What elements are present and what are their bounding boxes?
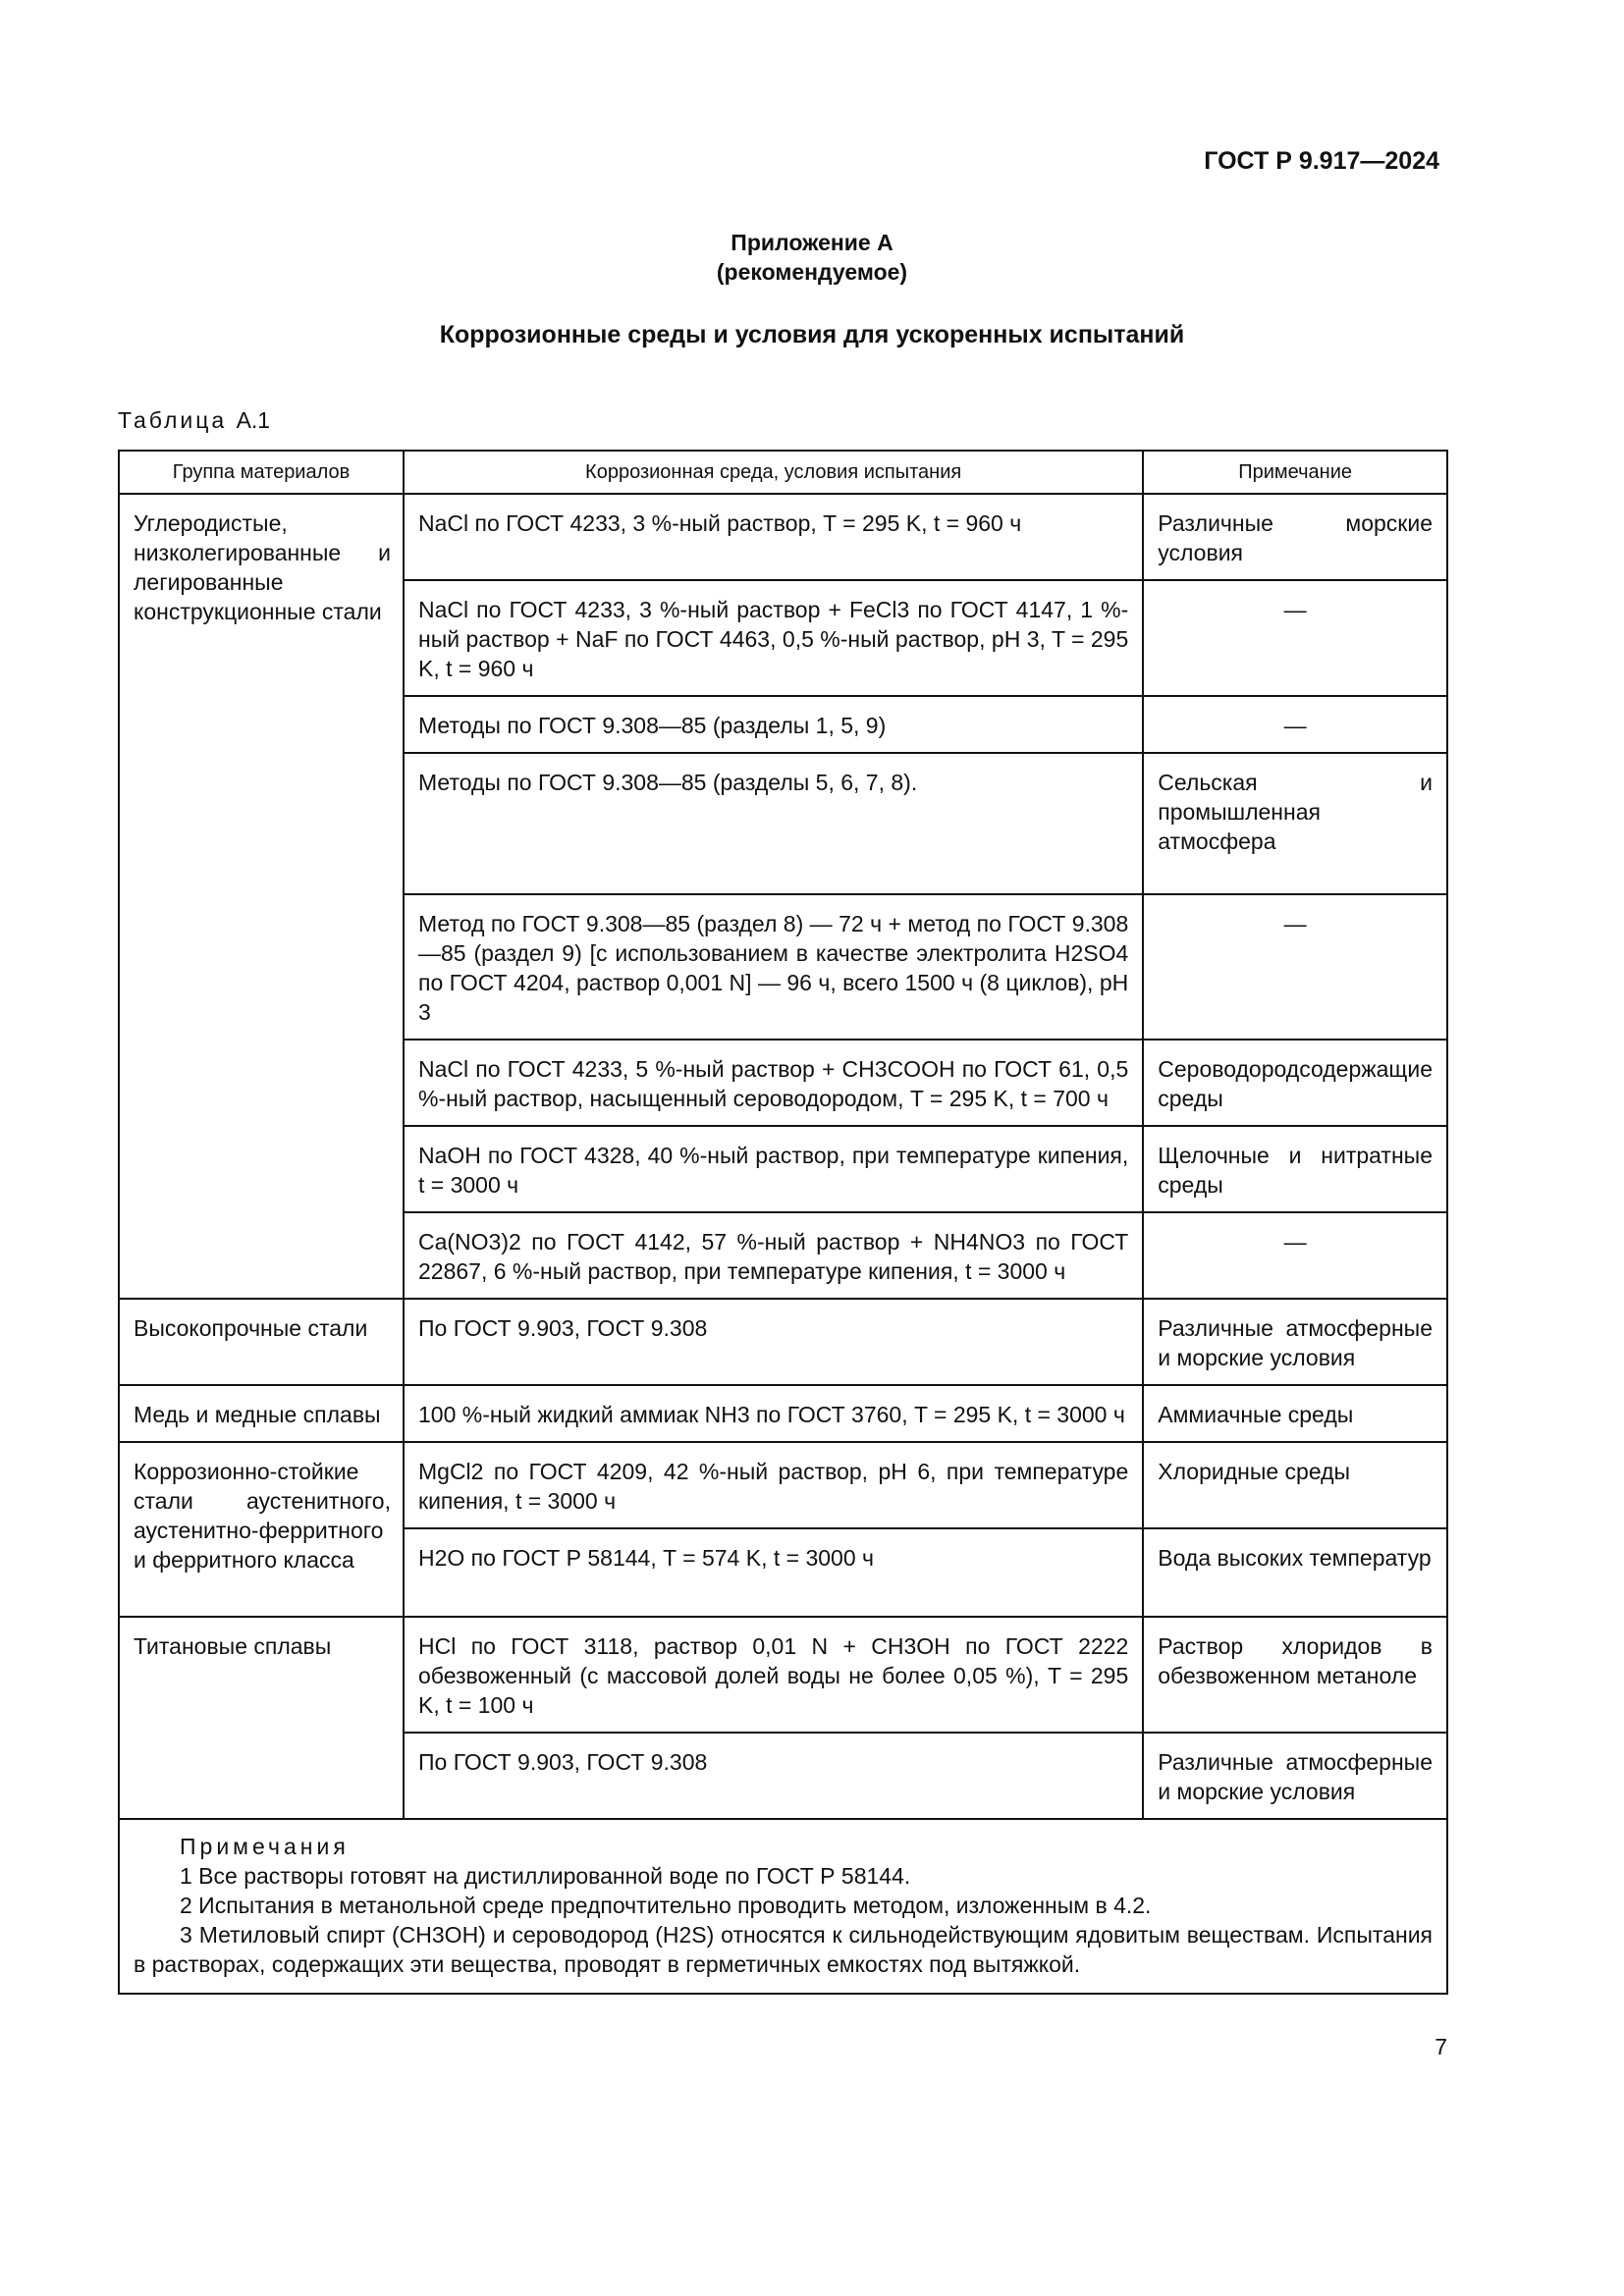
document-title: Коррозионные среды и условия для ускоренных испытаний xyxy=(439,321,1185,348)
media-cell: MgCl2 по ГОСТ 4209, 42 %-ный раствор, pH 6, при температуре кипения, t = 3000 ч xyxy=(404,1442,1143,1528)
table-row xyxy=(119,494,1447,580)
standard-code: ГОСТ Р 9.917—2024 xyxy=(1204,147,1439,175)
appendix-heading xyxy=(0,228,1624,287)
note-item: 2 Испытания в метанольной среде предпочтительно проводить методом, изложенным в 4.2. xyxy=(180,1893,1152,1918)
material-group-cell: Титановые сплавы xyxy=(119,1617,404,1819)
note-cell: Раствор хлоридов в обезвоженном метаноле xyxy=(1143,1617,1447,1733)
material-group-cell: Углеродистые, низколегированные и легированные конструкционные стали xyxy=(119,494,404,1299)
media-cell: Методы по ГОСТ 9.308—85 (разделы 5, 6, 7, 8). xyxy=(404,753,1143,894)
material-group-cell: Коррозионно-стойкие стали аустенитного, аустенитно-ферритного и ферритного класса xyxy=(119,1442,404,1617)
note-cell: Аммиачные среды xyxy=(1143,1385,1447,1442)
note-item: 3 Метиловый спирт (CH3OH) и сероводород (H2S) относятся к сильнодействующим ядовитым веществам. Испытания в растворах, содержащих эти вещества, проводят в герметичных емкостях под вытяжкой. xyxy=(134,1922,1433,1977)
note-cell: — xyxy=(1143,894,1447,1040)
note-cell: Щелочные и нитратные среды xyxy=(1143,1126,1447,1212)
media-cell: По ГОСТ 9.903, ГОСТ 9.308 xyxy=(404,1733,1143,1819)
note-cell: Различные атмосферные и морские условия xyxy=(1143,1733,1447,1819)
note-cell: Хлоридные среды xyxy=(1143,1442,1447,1528)
notes-title: Примечания xyxy=(180,1834,350,1859)
table-row xyxy=(119,1385,1447,1442)
corrosion-media-table xyxy=(118,450,1448,1995)
media-cell: NaCl по ГОСТ 4233, 3 %-ный раствор + FeCl3 по ГОСТ 4147, 1 %-ный раствор + NaF по ГОСТ 4463, 0,5 %-ный раствор, pH 3, T = 295 K, t = 960 ч xyxy=(404,580,1143,696)
media-cell: H2O по ГОСТ Р 58144, T = 574 K, t = 3000 ч xyxy=(404,1528,1143,1617)
media-cell: 100 %-ный жидкий аммиак NH3 по ГОСТ 3760, T = 295 K, t = 3000 ч xyxy=(404,1385,1143,1442)
column-header-media: Коррозионная среда, условия испытания xyxy=(404,451,1143,494)
media-cell: NaCl по ГОСТ 4233, 5 %-ный раствор + CH3COOH по ГОСТ 61, 0,5 %-ный раствор, насыщенный сероводородом, T = 295 K, t = 700 ч xyxy=(404,1040,1143,1126)
note-cell: Сероводородсодержащие среды xyxy=(1143,1040,1447,1126)
media-cell: По ГОСТ 9.903, ГОСТ 9.308 xyxy=(404,1299,1143,1385)
media-cell: NaCl по ГОСТ 4233, 3 %-ный раствор, T = 295 K, t = 960 ч xyxy=(404,494,1143,580)
media-cell: Ca(NO3)2 по ГОСТ 4142, 57 %-ный раствор + NH4NO3 по ГОСТ 22867, 6 %-ный раствор, при температуре кипения, t = 3000 ч xyxy=(404,1212,1143,1299)
note-cell: — xyxy=(1143,1212,1447,1299)
table-caption xyxy=(118,407,270,434)
table-row xyxy=(119,1299,1447,1385)
media-cell: HCl по ГОСТ 3118, раствор 0,01 N + CH3OH по ГОСТ 2222 обезвоженный (с массовой долей воды не более 0,05 %), T = 295 K, t = 100 ч xyxy=(404,1617,1143,1733)
media-cell: Методы по ГОСТ 9.308—85 (разделы 1, 5, 9) xyxy=(404,696,1143,753)
column-header-material: Группа материалов xyxy=(119,451,404,494)
media-cell: NaOH по ГОСТ 4328, 40 %-ный раствор, при температуре кипения, t = 3000 ч xyxy=(404,1126,1143,1212)
media-cell: Метод по ГОСТ 9.308—85 (раздел 8) — 72 ч + метод по ГОСТ 9.308—85 (раздел 9) [с использованием в качестве электролита H2SO4 по ГОСТ 4204, раствор 0,001 N] — 96 ч, всего 1500 ч (8 циклов), pH 3 xyxy=(404,894,1143,1040)
table-row xyxy=(119,1617,1447,1733)
table-notes-row xyxy=(119,1819,1447,1994)
table-caption-word: Таблица xyxy=(118,407,228,433)
note-cell: Различные морские условия xyxy=(1143,494,1447,580)
note-cell: Различные атмосферные и морские условия xyxy=(1143,1299,1447,1385)
table-row xyxy=(119,1442,1447,1528)
appendix-subtitle: (рекомендуемое) xyxy=(716,259,908,285)
table-caption-number: А.1 xyxy=(236,407,271,433)
note-cell: Вода высоких температур xyxy=(1143,1528,1447,1617)
material-group-cell: Медь и медные сплавы xyxy=(119,1385,404,1442)
material-group-cell: Высокопрочные стали xyxy=(119,1299,404,1385)
note-cell: — xyxy=(1143,696,1447,753)
appendix-title: Приложение А xyxy=(731,230,893,255)
page-number: 7 xyxy=(1435,2034,1447,2059)
table-notes xyxy=(119,1819,1447,1994)
column-header-note: Примечание xyxy=(1143,451,1447,494)
note-cell: — xyxy=(1143,580,1447,696)
note-cell: Сельская и промышленная атмосфера xyxy=(1143,753,1447,894)
note-item: 1 Все растворы готовят на дистиллированной воде по ГОСТ Р 58144. xyxy=(180,1863,911,1889)
table-header-row xyxy=(119,451,1447,494)
